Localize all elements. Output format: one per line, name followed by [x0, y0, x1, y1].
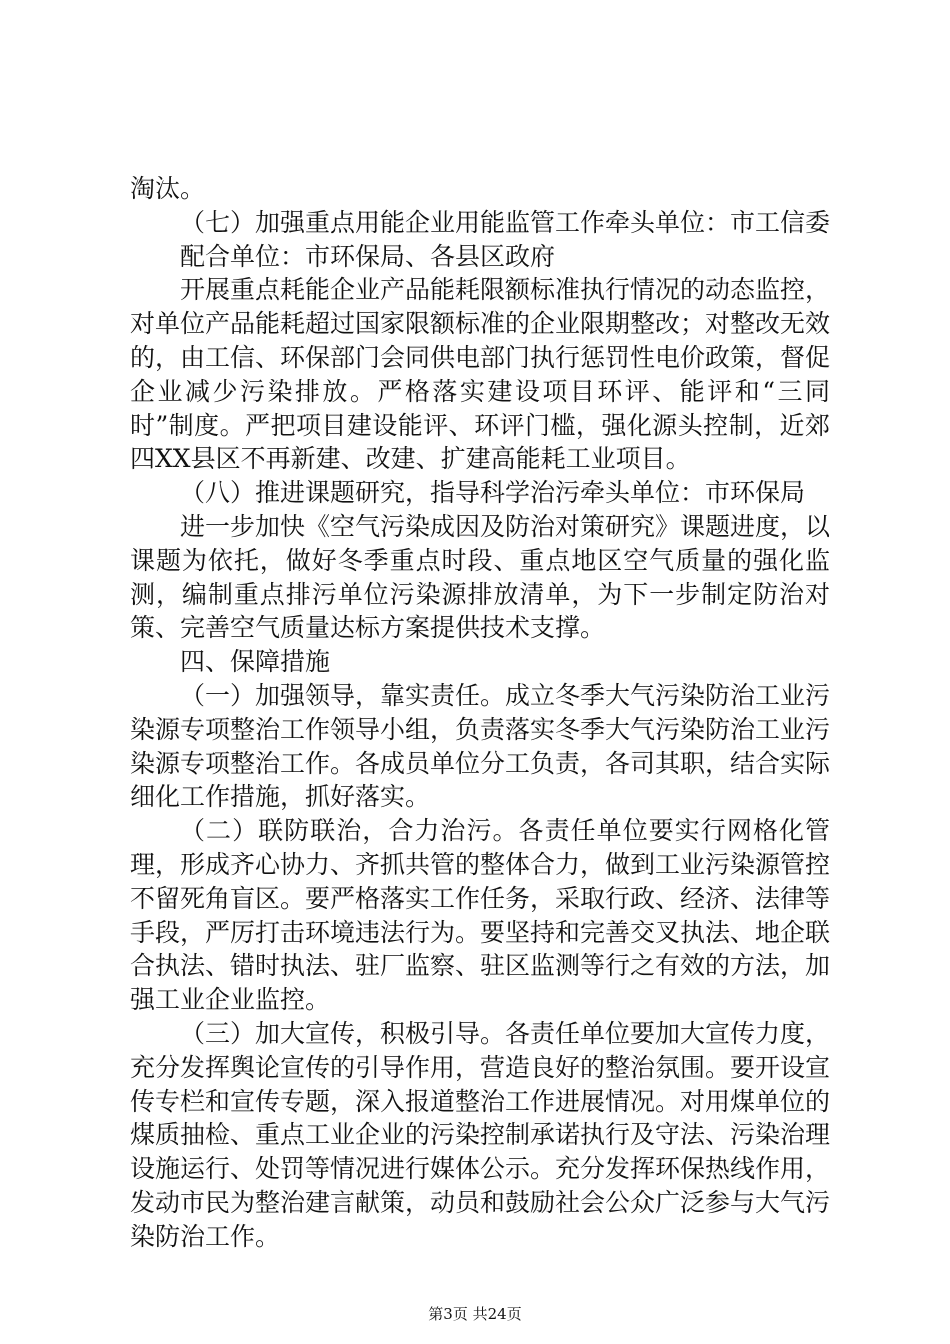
- document-body: [130, 172, 830, 1254]
- paragraph-cooperating-units: 配合单位：市环保局、各县区政府: [180, 241, 556, 271]
- paragraph-research: 进一步加快《空气污染成因及防治对策研究》课题进度，以课题为依托，做好冬季重点时段、重点地区空气质量的强化监测，编制重点排污单位污染源排放清单，为下一步制定防治对策、完善空气质量达标方案提供技术支撑。: [130, 511, 831, 643]
- section-heading-safeguards: 四、保障措施: [180, 647, 331, 677]
- paragraph-continuation: 淘汰。: [130, 174, 206, 203]
- paragraph-energy-monitoring: 开展重点耗能企业产品能耗限额标准执行情况的动态监控，对单位产品能耗超过国家限额标准的企业限期整改；对整改无效的，由工信、环保部门会同供电部门执行惩罚性电价政策，督促企业减少污染排放。严格落实建设项目环评、能评和“三同时”制度。严把项目建设能评、环评门槛，强化源头控制，近郊四XX县区不再新建、改建、扩建高能耗工业项目。: [130, 275, 831, 474]
- paragraph-leadership: （一）加强领导，靠实责任。成立冬季大气污染防治工业污染源专项整治工作领导小组，负责落实冬季大气污染防治工业污染源专项整治工作。各成员单位分工负责，各司其职，结合实际细化工作措施，抓好落实。: [130, 680, 831, 812]
- section-heading-7: （七）加强重点用能企业用能监管工作牵头单位：市工信委: [180, 207, 831, 237]
- paragraph-joint-prevention: （二）联防联治，合力治污。各责任单位要实行网格化管理，形成齐心协力、齐抓共管的整体合力，做到工业污染源管控不留死角盲区。要严格落实工作任务，采取行政、经济、法律等手段，严厉打击环境违法行为。要坚持和完善交叉执法、地企联合执法、错时执法、驻厂监察、驻区监测等行之有效的方法，加强工业企业监控。: [130, 816, 831, 1015]
- section-heading-8: （八）推进课题研究，指导科学治污牵头单位：市环保局: [180, 478, 806, 508]
- page-footer: 第3页 共24页: [428, 1305, 522, 1323]
- paragraph-publicity: （三）加大宣传，积极引导。各责任单位要加大宣传力度，充分发挥舆论宣传的引导作用，营造良好的整治氛围。要开设宣传专栏和宣传专题，深入报道整治工作进展情况。对用煤单位的煤质抽检、重点工业企业的污染控制承诺执行及守法、污染治理设施运行、处罚等情况进行媒体公示。充分发挥环保热线作用，发动市民为整治建言献策，动员和鼓励社会公众广泛参与大气污染防治工作。: [130, 1018, 831, 1251]
